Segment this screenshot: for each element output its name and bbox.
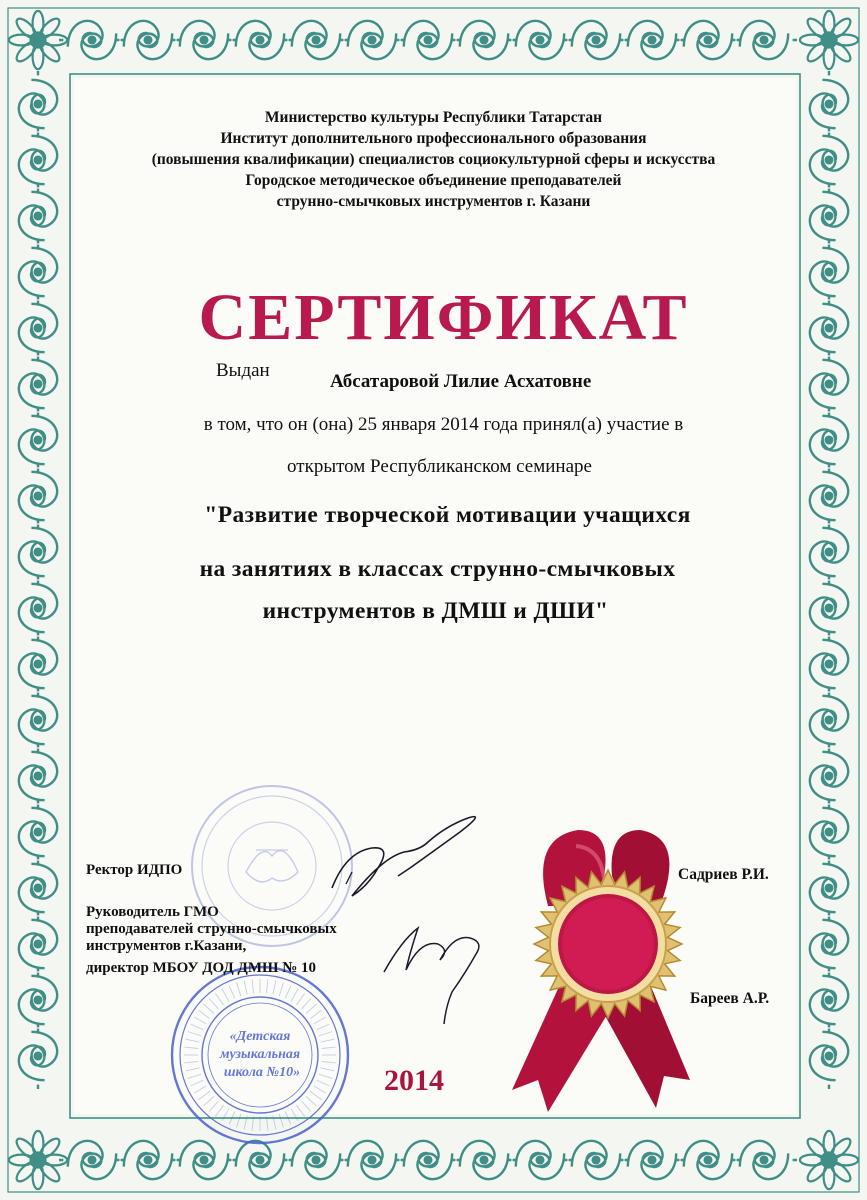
header-ministry: Министерство культуры Республики Татарстан	[264, 109, 603, 126]
rector-signature	[332, 817, 475, 896]
rector-name: Садриев Р.И.	[678, 866, 769, 883]
participation-line: в том, что он (она) 25 января 2014 года принял(а) участие в	[203, 414, 684, 435]
header-institute: Институт дополнительного профессионального образования	[220, 130, 647, 147]
event-line: открытом Республиканском семинаре	[287, 456, 592, 477]
ribbon-medal	[512, 830, 690, 1112]
head-signature	[384, 928, 479, 1024]
head-label-line1: Руководитель ГМО	[86, 904, 219, 920]
seminar-title-line2: на занятиях в классах струнно-смычковых	[199, 556, 676, 582]
recipient-name: Абсатаровой Лилие Асхатовне	[330, 371, 592, 392]
stamp-school-line1: «Детская	[229, 1029, 291, 1044]
stamp-school-line2: музыкальная	[219, 1047, 301, 1062]
header-instruments: струнно-смычковых инструментов г. Казани	[276, 193, 591, 210]
certificate-title: СЕРТИФИКАТ	[198, 281, 689, 354]
issued-label: Выдан	[216, 360, 270, 381]
rector-label: Ректор ИДПО	[86, 862, 183, 878]
certificate-year: 2014	[384, 1064, 444, 1097]
seminar-title-line3: инструментов в ДМШ и ДШИ"	[262, 598, 609, 624]
seminar-title-line1: "Развитие творческой мотивации учащихся	[204, 502, 691, 528]
header-association: Городское методическое объединение преподавателей	[245, 172, 622, 189]
head-label-line2: преподавателей струнно-смычковых	[86, 921, 337, 937]
school-stamp	[172, 967, 348, 1143]
head-name: Бареев А.Р.	[690, 990, 770, 1007]
head-label-line3: инструментов г.Казани,	[86, 938, 247, 954]
stamp-school-line3: школа №10»	[223, 1065, 301, 1080]
header-qualification: (повышения квалификации) специалистов социокультурной сферы и искусства	[151, 151, 716, 168]
head-label-line4: директор МБОУ ДОД ДМШ № 10	[86, 960, 317, 976]
